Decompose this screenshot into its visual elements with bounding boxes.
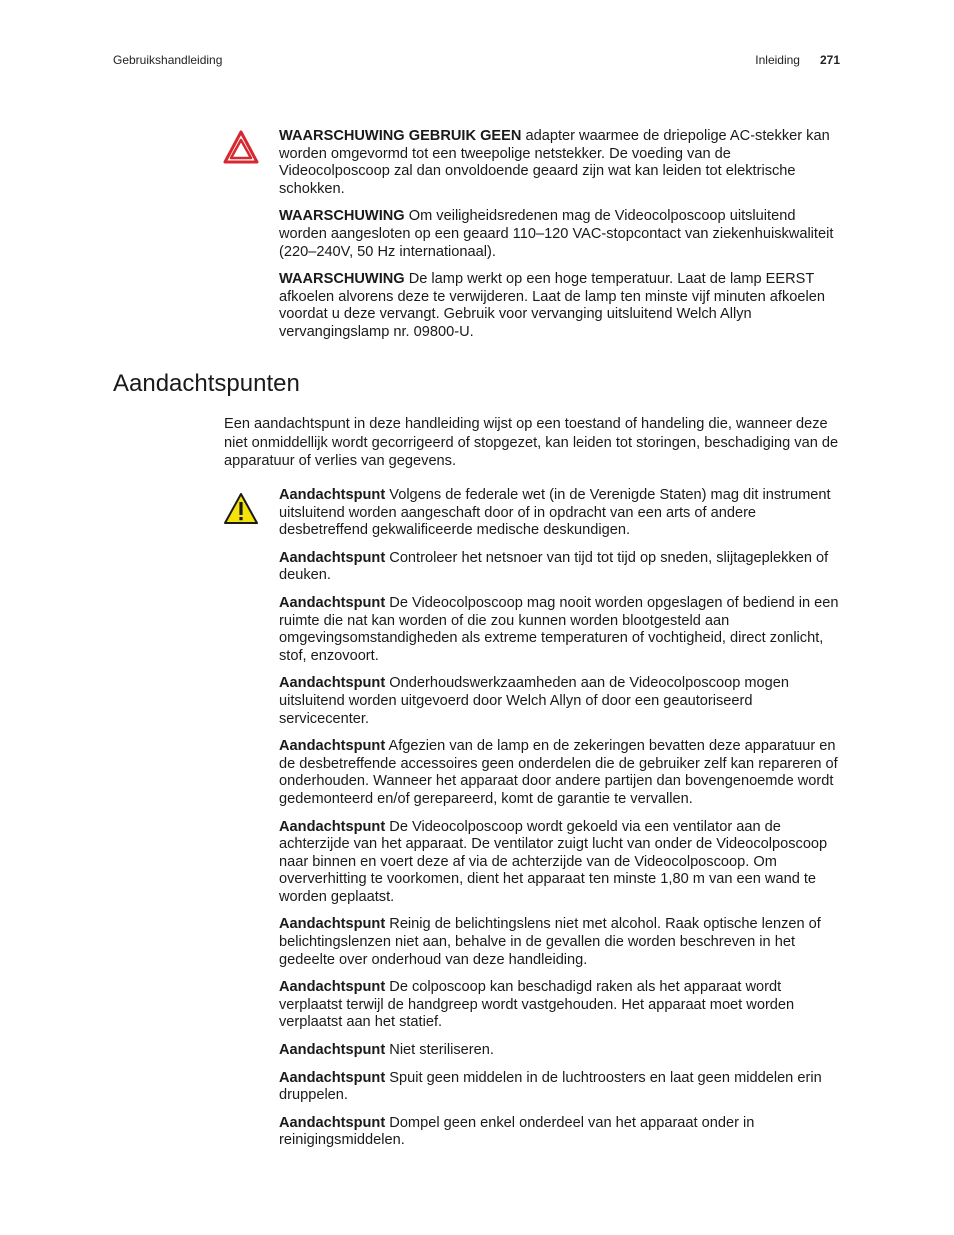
caution-text: Niet steriliseren. xyxy=(385,1042,494,1059)
page-number: 271 xyxy=(819,53,840,67)
running-header-section: Inleiding xyxy=(755,53,800,67)
caution-paragraph xyxy=(279,738,842,808)
caution-text: Volgens de federale wet (in de Verenigde Staten) mag dit instrument uitsluitend worden aangeschaft door of in opdracht van een arts of andere desbetreffend gekwalificeerde medische deskundigen. xyxy=(279,487,831,539)
caution-keyword: Aandachtspunt xyxy=(279,1114,386,1131)
caution-paragraph xyxy=(279,979,842,1032)
caution-keyword: Aandachtspunt xyxy=(279,1069,386,1086)
caution-paragraph xyxy=(279,916,842,969)
caution-paragraph xyxy=(279,1115,842,1150)
caution-text: Afgezien van de lamp en de zekeringen bevatten deze apparatuur en de desbetreffende accessoires geen onderdelen die de gebruiker zelf kan repareren of onderhouden. Wanneer het apparaat door andere partijen dan bovengenoemde wordt gedemonteerd en/of gerepareerd, komt de garantie te vervallen. xyxy=(279,738,838,807)
warnings-block xyxy=(279,128,842,352)
caution-text: De Videocolposcoop mag nooit worden opgeslagen of bediend in een ruimte die nat kan worden of die zou kunnen worden blootgesteld aan omgevingsomstandigheden als extreme temperaturen of vochtigheid, direct zonlicht, stof, enzovoort. xyxy=(279,594,839,664)
caution-text: Onderhoudswerkzaamheden aan de Videocolposcoop mogen uitsluitend worden uitgevoerd door Welch Allyn of door een geautoriseerd servicecenter. xyxy=(279,675,789,727)
running-header-right xyxy=(755,53,840,67)
warning-paragraph xyxy=(279,208,842,261)
warning-keyword: WAARSCHUWING xyxy=(279,271,405,288)
warning-text: adapter waarmee de driepolige AC-stekker kan worden omgevormd tot een tweepolige netstekker. De voeding van de Videocolposcoop zal dan onvoldoende geaard zijn wat kan leiden tot elektrische schokken. xyxy=(279,128,830,197)
caution-keyword: Aandachtspunt xyxy=(279,1042,386,1059)
warning-keyword: WAARSCHUWING GEBRUIK GEEN xyxy=(279,128,522,144)
caution-text: De Videocolposcoop wordt gekoeld via een ventilator aan de achterzijde van het apparaat. De ventilator zuigt lucht van onder de Videocolposcoop naar binnen en voert deze af via de achterzijde van de Videocolposcoop. Om oververhitting te voorkomen, dient het apparaat ten minste 1,80 m van een wand te worden geplaatst. xyxy=(279,818,828,905)
caution-text: Dompel geen enkel onderdeel van het apparaat onder in reinigingsmiddelen. xyxy=(279,1114,755,1149)
caution-keyword: Aandachtspunt xyxy=(279,916,386,933)
section-title: Aandachtspunten xyxy=(113,370,300,397)
warning-text: De lamp werkt op een hoge temperatuur. Laat de lamp EERST afkoelen alvorens deze te verwijderen. Laat de lamp ten minste vijf minuten afkoelen voordat u deze vervangt. Gebruik voor vervanging uitsluitend Welch Allyn vervangingslamp nr. 09800-U. xyxy=(279,271,825,340)
caution-keyword: Aandachtspunt xyxy=(279,738,386,755)
warning-text: Om veiligheidsredenen mag de Videocolposcoop uitsluitend worden aangesloten op een geaard 110–120 VAC-stopcontact van ziekenhuiskwaliteit (220–240V, 50 Hz internationaal). xyxy=(279,208,834,260)
caution-keyword: Aandachtspunt xyxy=(279,594,386,611)
caution-keyword: Aandachtspunt xyxy=(279,675,386,692)
caution-text: De colposcoop kan beschadigd raken als het apparaat wordt verplaatst terwijl de handgreep wordt vastgehouden. Het apparaat moet worden verplaatst aan het statief. xyxy=(279,979,795,1031)
caution-paragraph xyxy=(279,1042,842,1060)
warning-paragraph xyxy=(279,271,842,341)
caution-text: Spuit geen middelen in de luchtroosters en laat geen middelen erin druppelen. xyxy=(279,1069,822,1104)
caution-paragraph xyxy=(279,550,842,585)
caution-keyword: Aandachtspunt xyxy=(279,818,386,835)
running-header-title: Gebruikshandleiding xyxy=(113,53,223,67)
caution-paragraph xyxy=(279,487,842,540)
caution-triangle-icon xyxy=(223,492,259,525)
caution-text: Controleer het netsnoer van tijd tot tijd op sneden, slijtageplekken of deuken. xyxy=(279,549,829,584)
caution-keyword: Aandachtspunt xyxy=(279,549,386,566)
caution-paragraph xyxy=(279,675,842,728)
warning-keyword: WAARSCHUWING xyxy=(279,208,405,225)
caution-paragraph xyxy=(279,1070,842,1105)
warning-paragraph xyxy=(279,128,842,198)
caution-keyword: Aandachtspunt xyxy=(279,487,386,503)
caution-keyword: Aandachtspunt xyxy=(279,979,386,996)
cautions-block xyxy=(279,487,842,1160)
intro-paragraph: Een aandachtspunt in deze handleiding wijst op een toestand of handeling die, wanneer deze niet onmiddellijk wordt gecorrigeerd of stopgezet, kan leiden tot storingen, beschadiging van de apparatuur of verlies van gegevens. xyxy=(224,416,839,469)
caution-text: Reinig de belichtingslens niet met alcohol. Raak optische lenzen of belichtingslenzen niet aan, behalve in de gevallen die worden beschreven in het gedeelte over onderhoud van deze handleiding. xyxy=(279,916,821,968)
warning-triangle-icon xyxy=(223,130,259,164)
caution-paragraph xyxy=(279,819,842,907)
caution-paragraph xyxy=(279,595,842,665)
